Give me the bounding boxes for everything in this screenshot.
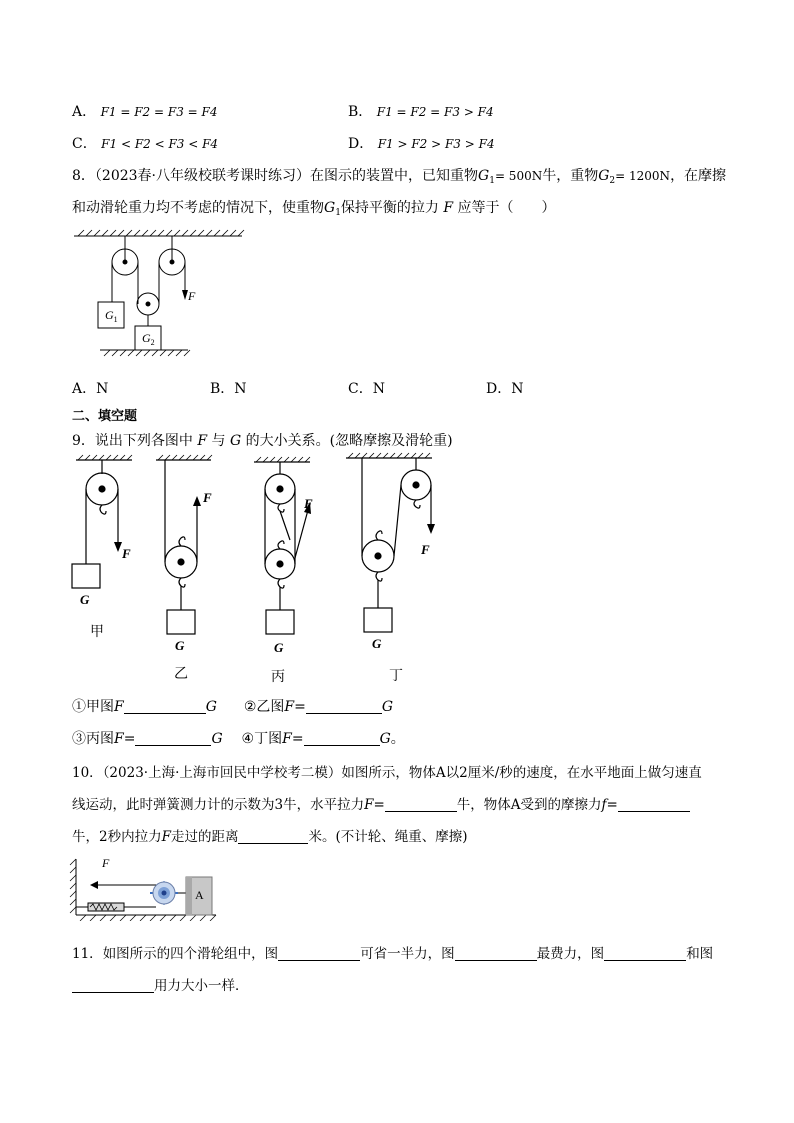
q10-blank-distance[interactable] <box>238 829 308 844</box>
q8-option-b[interactable]: B．N <box>210 381 247 397</box>
q11-line1: 11．如图所示的四个滑轮组中，图 可省一半力，图 最费力，图 和图 <box>72 946 714 962</box>
q9-label-jia: 甲 <box>90 625 104 640</box>
q7-option-a-expr: F1 = F2 = F3 = F4 <box>100 105 218 119</box>
q9-blank-jia[interactable] <box>124 699 206 714</box>
q8-force-label: F <box>188 289 196 303</box>
q9-jia-weight-label: G <box>80 592 90 607</box>
q9-label-ding: 丁 <box>389 669 403 684</box>
q9-answer-row1: ①甲图F G ②乙图F= G <box>72 699 394 715</box>
q11-blank-same2[interactable] <box>72 978 154 993</box>
q11-blank-most[interactable] <box>455 946 537 961</box>
q9-ding-force-label: F <box>421 542 430 557</box>
q9-label-yi: 乙 <box>174 667 188 682</box>
q8-option-c[interactable]: C．N <box>348 381 385 397</box>
q9-question: 9．说出下列各图中 F 与 G 的大小关系。(忽略摩擦及滑轮重) <box>72 433 453 449</box>
q10-force-arrow-icon <box>90 881 98 889</box>
q9-answer-row2: ③丙图F= G ④丁图F= G。 <box>72 731 405 747</box>
q7-option-c[interactable]: C． F1 < F2 < F3 < F4 <box>72 136 219 152</box>
q9-bing-force-label: F <box>304 496 313 511</box>
q7-option-a[interactable]: A． F1 = F2 = F3 = F4 <box>72 104 218 120</box>
q10-blank-friction[interactable] <box>618 797 690 812</box>
q9-jia-arrow-icon <box>114 542 122 552</box>
q10-blank-force[interactable] <box>385 797 457 812</box>
q8-pulley-figure <box>70 228 250 363</box>
q9-ding-weight-label: G <box>372 636 382 651</box>
q11-blank-half[interactable] <box>278 946 360 961</box>
q10-spring-scale-figure <box>68 853 220 921</box>
q7-option-d[interactable]: D． F1 > F2 > F3 > F4 <box>348 136 495 152</box>
q10-line1: 10．（2023·上海·上海市回民中学校考二模）如图所示，物体A以2厘米/秒的速度，在水平地面上做匀速直 <box>72 765 702 781</box>
q7-option-b[interactable]: B． F1 = F2 = F3 > F4 <box>348 104 494 120</box>
q10-block-label: A <box>195 888 204 902</box>
q10-line2: 线运动，此时弹簧测力计的示数为3牛，水平拉力F= 牛，物体A受到的摩擦力f= <box>72 793 690 813</box>
q9-yi-force-label: F <box>203 490 212 505</box>
q9-yi-weight-label: G <box>175 638 185 653</box>
q10-line3: 牛，2秒内拉力F走过的距离 米。(不计轮、绳重、摩擦) <box>72 829 468 845</box>
q9-blank-ding[interactable] <box>304 731 380 746</box>
q8-g2-label: $G_2$ <box>142 331 155 347</box>
q10-force-label: F <box>102 856 110 870</box>
q9-label-bing: 丙 <box>271 670 285 685</box>
q9-blank-bing[interactable] <box>135 731 211 746</box>
q7-option-b-expr: F1 = F2 = F3 > F4 <box>376 105 494 119</box>
q8-option-d[interactable]: D．N <box>486 381 524 397</box>
q8-g1-label: $G_1$ <box>105 308 118 324</box>
q9-bing-weight-label: G <box>274 640 284 655</box>
q9-blank-yi[interactable] <box>306 699 382 714</box>
q9-jia-force-label: F <box>122 546 131 561</box>
q8-line2: 和动滑轮重力均不考虑的情况下，使重物$G_1$保持平衡的拉力 F 应等于（ ） <box>72 200 556 218</box>
q7-option-d-expr: F1 > F2 > F3 > F4 <box>377 137 495 151</box>
q9-ding-arrow-icon <box>427 524 435 534</box>
q11-blank-same1[interactable] <box>604 946 686 961</box>
q8-line1: 8．（2023春·八年级校联考课时练习）在图示的装置中，已知重物$G_1= 500N$牛，重物$G_2= 1200N$，在摩擦 <box>72 168 727 186</box>
q7-option-c-expr: F1 < F2 < F3 < F4 <box>101 137 219 151</box>
q9-yi-arrow-icon <box>193 496 201 506</box>
q8-option-a[interactable]: A．N <box>72 381 109 397</box>
q9-pulley-figures <box>66 452 446 688</box>
q11-line2: 用力大小一样． <box>72 974 249 994</box>
section-title-fill-blank: 二、填空题 <box>72 409 138 424</box>
